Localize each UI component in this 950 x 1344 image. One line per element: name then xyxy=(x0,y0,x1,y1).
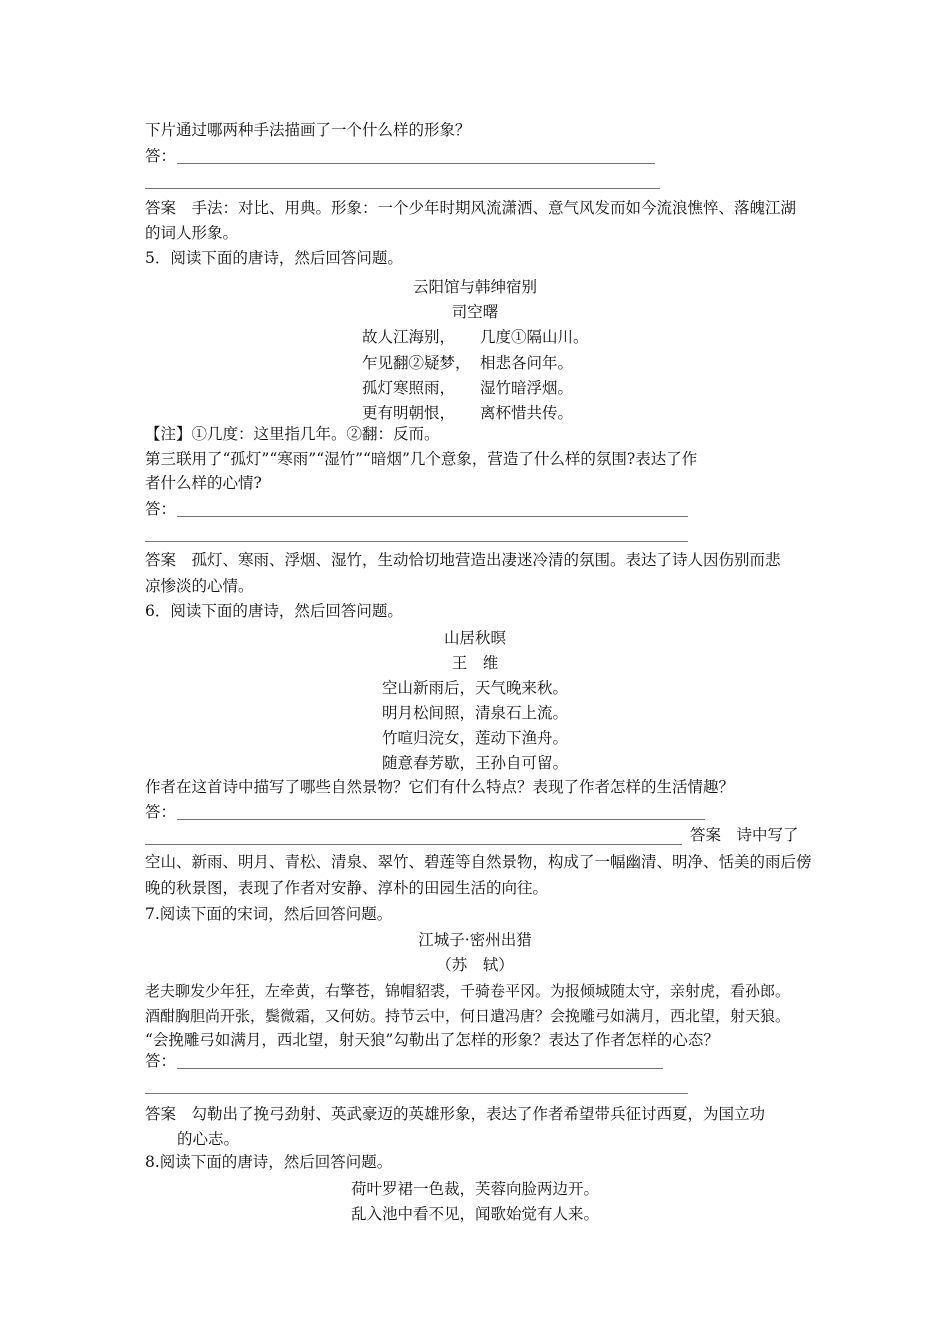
q7-answer-line-1 xyxy=(177,1068,663,1069)
q5-poem-line-4: 更有明朝恨， 离杯惜共传。 xyxy=(362,404,574,422)
q5-answer-line-1 xyxy=(177,516,688,517)
q5-poem-title: 云阳馆与韩绅宿别 xyxy=(412,278,537,296)
q4-question: 下片通过哪两种手法描画了一个什么样的形象？ xyxy=(145,121,471,139)
q6-intro: 6．阅读下面的唐诗，然后回答问题。 xyxy=(145,602,403,620)
q8-poem-line-1: 荷叶罗裙一色裁，芙蓉向脸两边开。 xyxy=(350,1180,599,1198)
q5-answer-text-2: 凉惨淡的心情。 xyxy=(145,577,254,595)
q6-poem-line-3: 竹喧归浣女，莲动下渔舟。 xyxy=(381,729,568,747)
q5-poem-author: 司空曙 xyxy=(451,303,499,321)
q6-answer-text-2: 晚的秋景图，表现了作者对安静、淳朴的田园生活的向往。 xyxy=(145,879,549,897)
q6-poem-line-1: 空山新雨后，天气晚来秋。 xyxy=(381,679,568,697)
q7-answer-label: 答： xyxy=(145,1052,177,1070)
q7-answer-text-2: 的心志。 xyxy=(177,1130,240,1148)
q5-poem-line-2: 乍见翻②疑梦， 相悲各问年。 xyxy=(362,354,574,372)
q7-poem-title: 江城子·密州出猎 xyxy=(418,931,532,949)
q6-answer-text-0: 答案 诗中写了 xyxy=(690,826,799,844)
q6-question: 作者在这首诗中描写了哪些自然景物？它们有什么特点？表现了作者怎样的生活情趣？ xyxy=(145,778,735,796)
q4-answer-line-2 xyxy=(145,188,660,189)
q7-poem-text-1: 老夫聊发少年狂，左牵黄，右擎苍，锦帽貂裘，千骑卷平冈。为报倾城随太守，亲射虎，看孙郎。 xyxy=(145,982,791,1000)
q7-question: “会挽雕弓如满月，西北望，射天狼”勾勒出了怎样的形象？表达了作者怎样的心态？ xyxy=(145,1031,719,1049)
q6-answer-text-1: 空山、新雨、明月、青松、清泉、翠竹、碧莲等自然景物，构成了一幅幽清、明净、恬美的雨后傍 xyxy=(145,853,812,871)
q8-poem-line-2: 乱入池中看不见，闻歌始觉有人来。 xyxy=(350,1205,599,1223)
q6-answer-label: 答： xyxy=(145,803,177,821)
q6-answer-line-2 xyxy=(145,844,682,845)
q4-answer-line-1 xyxy=(177,163,655,164)
q5-answer-line-2 xyxy=(145,541,688,542)
q5-answer-label: 答： xyxy=(145,500,177,518)
q4-answer-label: 答： xyxy=(145,147,177,165)
q7-poem-author: （苏 轼） xyxy=(436,956,514,974)
q8-intro: 8.阅读下面的唐诗，然后回答问题。 xyxy=(145,1153,393,1171)
q5-question-1: 第三联用了“孤灯”“寒雨”“湿竹”“暗烟”几个意象，营造了什么样的氛围?表达了作 xyxy=(145,450,698,468)
q7-answer-line-2 xyxy=(145,1093,688,1094)
q5-answer-text-1: 答案 孤灯、寒雨、浮烟、湿竹，生动恰切地营造出凄迷冷清的氛围。表达了诗人因伤别而悲 xyxy=(145,551,781,569)
q6-poem-line-4: 随意春芳歇，王孙自可留。 xyxy=(381,754,568,772)
q6-poem-title: 山居秋暝 xyxy=(443,629,506,647)
q4-answer-text-1: 答案 手法：对比、用典。形象：一个少年时期风流潇洒、意气风发而如今流浪憔悴、落魄江湖 xyxy=(145,199,797,217)
q4-answer-text-2: 的词人形象。 xyxy=(145,224,239,242)
q7-poem-text-2: 酒酣胸胆尚开张，鬓微霜，又何妨。持节云中，何日遣冯唐？会挽雕弓如满月，西北望，射天狼。 xyxy=(145,1007,791,1025)
q5-poem-line-1: 故人江海别， 几度①隔山川。 xyxy=(362,328,589,346)
q7-intro: 7.阅读下面的宋词，然后回答问题。 xyxy=(145,905,393,923)
q6-poem-author: 王 维 xyxy=(451,654,499,672)
q5-note: 【注】①几度：这里指几年。②翻：反而。 xyxy=(145,425,440,443)
q5-intro: 5．阅读下面的唐诗，然后回答问题。 xyxy=(145,249,403,267)
q6-answer-line-1 xyxy=(177,819,705,820)
q5-poem-line-3: 孤灯寒照雨， 湿竹暗浮烟。 xyxy=(362,379,574,397)
q7-answer-text-1: 答案 勾勒出了挽弓劲射、英武豪迈的英雄形象，表达了作者希望带兵征讨西夏，为国立功 xyxy=(145,1105,766,1123)
q5-question-2: 者什么样的心情? xyxy=(145,474,262,492)
q6-poem-line-2: 明月松间照，清泉石上流。 xyxy=(381,704,568,722)
